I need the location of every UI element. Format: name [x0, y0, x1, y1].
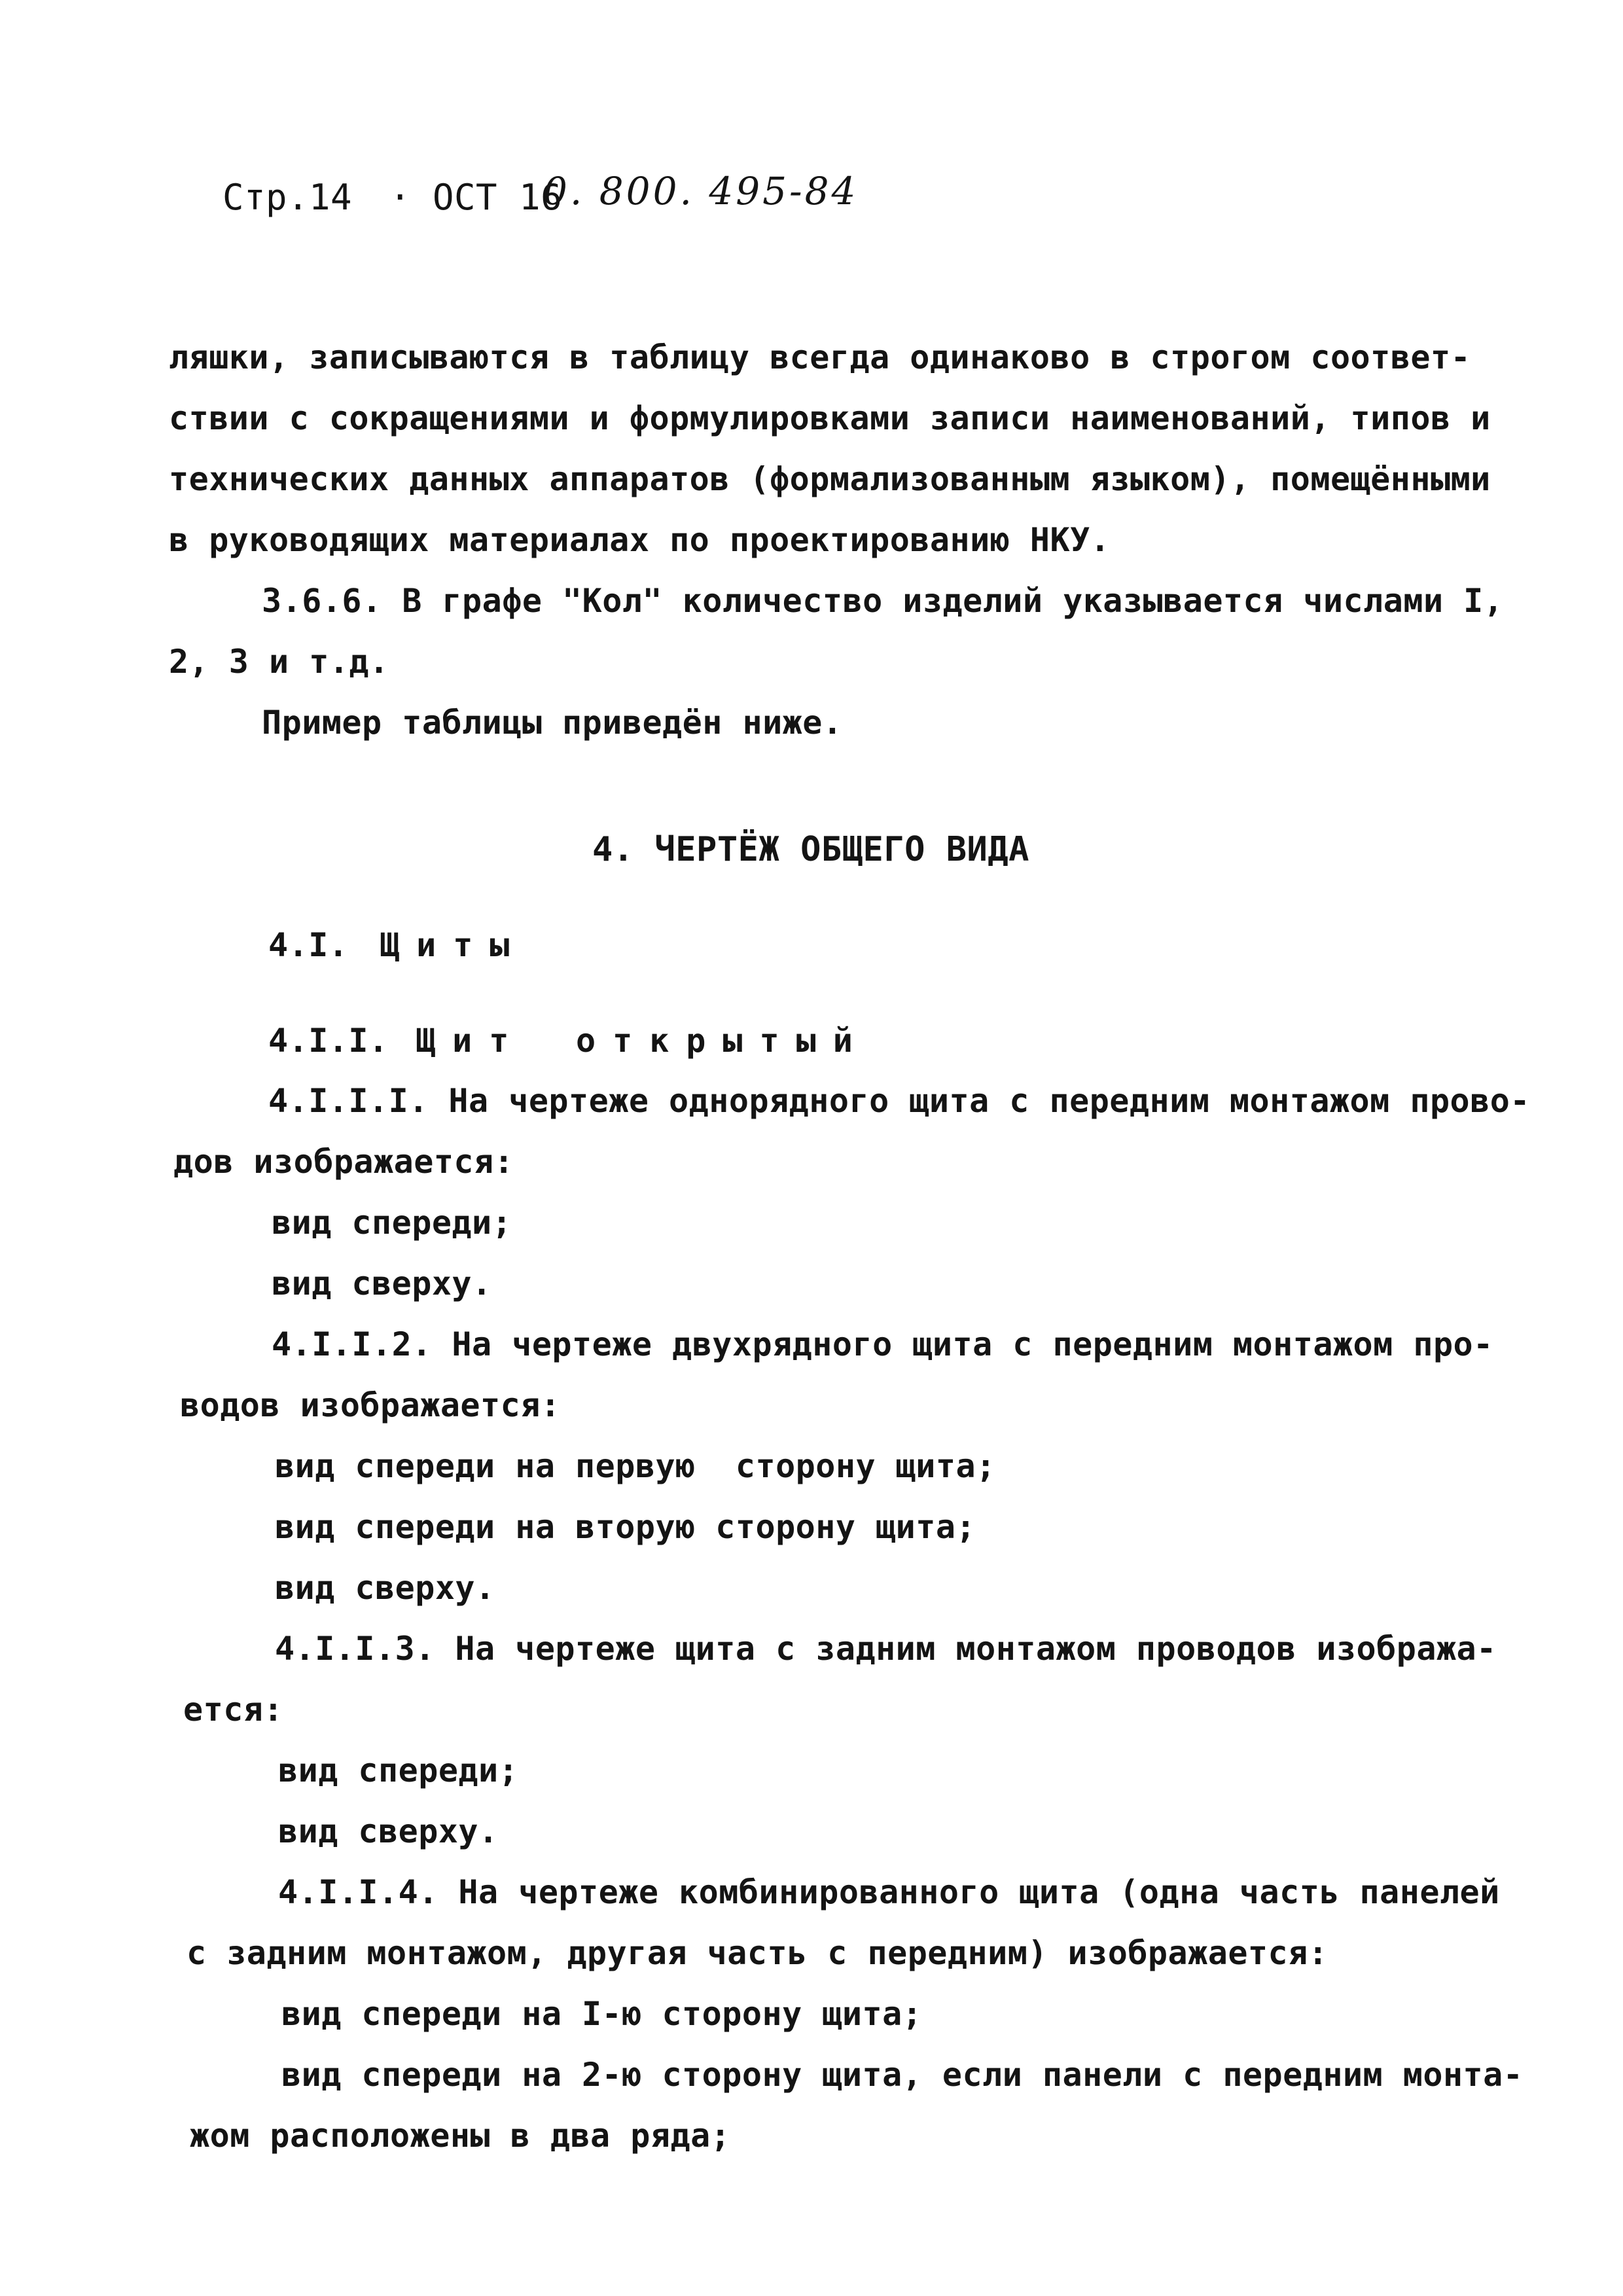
content-line: дов изображается: [173, 1143, 514, 1181]
content-line: вид спереди на первую сторону щита; [275, 1447, 996, 1485]
subsection-number: 4.I. [268, 926, 349, 964]
content-line: 4.I.I.I. На чертеже однорядного щита с передним монтажом прово- [268, 1082, 1530, 1120]
body-line: Пример таблицы приведён ниже. [262, 704, 843, 742]
subsection-title: Щиты [380, 926, 527, 964]
content-line: водов изображается: [180, 1386, 561, 1424]
content-line: вид спереди на вторую сторону щита; [275, 1508, 976, 1546]
content-line: вид сверху. [278, 1812, 499, 1850]
body-line: 3.6.6. В графе "Кол" количество изделий указывается числами I, [262, 582, 1504, 620]
content-line: вид спереди; [278, 1751, 519, 1789]
content-line: ется: [183, 1691, 284, 1729]
standard-number-handwritten: 0. 800. 495-84 [543, 169, 859, 213]
body-line: ствии с сокращениями и формулировками записи наименований, типов и [169, 399, 1491, 437]
body-line: 2, 3 и т.д. [169, 643, 389, 681]
standard-prefix: · ОСТ 16 [389, 177, 563, 218]
content-line: 4.I.I.4. На чертеже комбинированного щита (одна часть панелей [278, 1873, 1500, 1911]
section-title: 4. ЧЕРТЁЖ ОБЩЕГО ВИДА [592, 830, 1029, 869]
content-line: жом расположены в два ряда; [190, 2117, 731, 2155]
body-line: ляшки, записываются в таблицу всегда одинаково в строгом соответ- [169, 338, 1471, 376]
page-number: Стр.14 [223, 177, 353, 218]
body-line: в руководящих материалах по проектированию НКУ. [169, 521, 1111, 559]
subsection-number: 4.I.I. [268, 1022, 389, 1060]
content-line: вид сверху. [275, 1569, 495, 1607]
content-line: вид сверху. [272, 1265, 492, 1302]
content-line: вид спереди на 2-ю сторону щита, если панели с передним монта- [281, 2056, 1524, 2094]
subsection-title-word: открытый [576, 1022, 870, 1060]
content-line: с задним монтажом, другая часть с передним) изображается: [187, 1934, 1329, 1972]
subsection-title-word: Щит [416, 1022, 526, 1060]
content-line: 4.I.I.2. На чертеже двухрядного щита с передним монтажом про- [272, 1325, 1493, 1363]
content-line: вид спереди на I-ю сторону щита; [281, 1995, 923, 2033]
content-line: 4.I.I.3. На чертеже щита с задним монтажом проводов изобража- [275, 1630, 1497, 1668]
content-line: вид спереди; [272, 1204, 512, 1242]
body-line: технических данных аппаратов (формализованным языком), помещёнными [169, 460, 1491, 498]
